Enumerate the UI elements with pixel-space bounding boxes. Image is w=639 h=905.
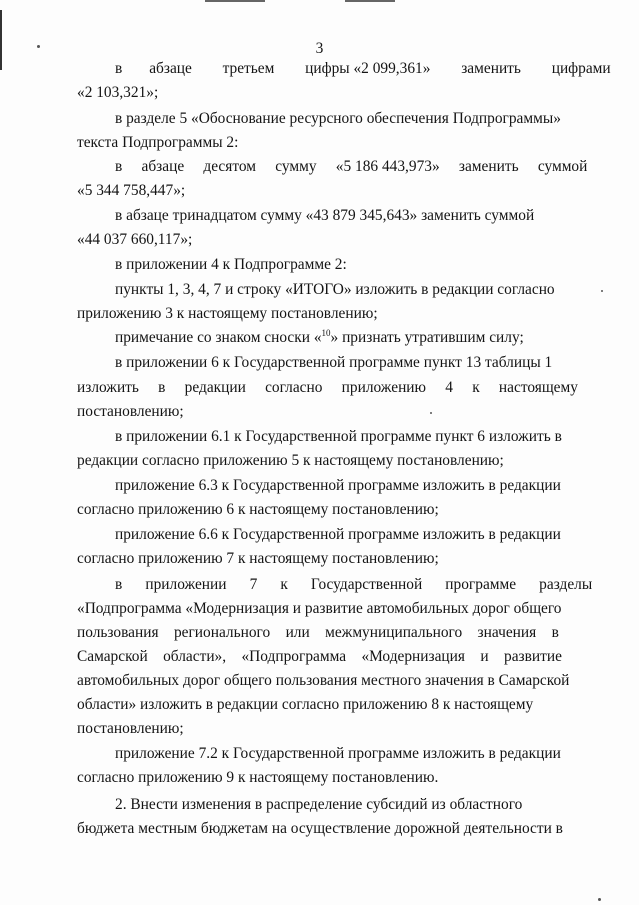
text-segment: примечание со знаком сноски « bbox=[115, 329, 322, 346]
scan-speck bbox=[430, 412, 432, 414]
text-line: постановлению; bbox=[77, 403, 184, 420]
text-line: в абзаце третьем цифры «2 099,361» заменить цифрами bbox=[115, 60, 611, 77]
text-line: Самарской области», «Подпрограмма «Модернизация и развитие bbox=[77, 648, 562, 665]
text-line: согласно приложению 6 к настоящему постановлению; bbox=[77, 501, 439, 518]
scan-speck bbox=[598, 898, 601, 901]
text-line: изложить в редакции согласно приложению 4 к настоящему bbox=[77, 379, 578, 396]
text-line: в разделе 5 «Обоснование ресурсного обеспечения Подпрограммы» bbox=[115, 110, 561, 127]
footnote-superscript: 10 bbox=[321, 328, 331, 338]
page-number: 3 bbox=[315, 40, 324, 57]
text-line: в приложении 6 к Государственной программе пункт 13 таблицы 1 bbox=[115, 354, 553, 371]
text-line: пункты 1, 3, 4, 7 и строку «ИТОГО» изложить в редакции согласно bbox=[115, 281, 555, 298]
text-line: редакции согласно приложению 5 к настоящему постановлению; bbox=[77, 452, 504, 469]
text-line: в приложении 6.1 к Государственной программе пункт 6 изложить в bbox=[115, 428, 562, 445]
text-line: «5 344 758,447»; bbox=[77, 182, 186, 199]
text-line: «2 103,321»; bbox=[77, 84, 159, 101]
text-line: согласно приложению 9 к настоящему постановлению. bbox=[77, 769, 439, 786]
text-line: приложению 3 к настоящему постановлению; bbox=[77, 305, 378, 322]
text-line: автомобильных дорог общего пользования местного значения в Самарской bbox=[77, 672, 570, 689]
text-line: области» изложить в редакции согласно приложению 8 к настоящему bbox=[77, 696, 534, 713]
text-line: согласно приложению 7 к настоящему постановлению; bbox=[77, 550, 439, 567]
scan-edge-mark bbox=[345, 0, 395, 2]
text-line: пользования регионального или межмуниципального значения в bbox=[77, 624, 559, 641]
text-line: в приложении 7 к Государственной программе разделы bbox=[115, 576, 593, 593]
text-line-with-footnote bbox=[115, 329, 524, 347]
text-line: «44 037 660,117»; bbox=[77, 231, 193, 248]
text-line: в абзаце тринадцатом сумму «43 879 345,643» заменить суммой bbox=[115, 207, 535, 224]
text-line: 2. Внести изменения в распределение субсидий из областного bbox=[115, 796, 523, 813]
text-line: бюджета местным бюджетам на осуществление дорожной деятельности в bbox=[77, 820, 563, 837]
text-line: постановлению; bbox=[77, 720, 184, 737]
scan-edge-mark bbox=[205, 0, 265, 2]
text-line: приложение 6.6 к Государственной программе изложить в редакции bbox=[115, 526, 561, 543]
text-line: приложение 7.2 к Государственной программе изложить в редакции bbox=[115, 745, 561, 762]
text-segment: » признать утратившим силу; bbox=[330, 329, 524, 346]
text-line: в приложении 4 к Подпрограмме 2: bbox=[115, 256, 347, 273]
scan-speck bbox=[601, 290, 603, 292]
text-line: текста Подпрограммы 2: bbox=[77, 134, 239, 151]
text-line: приложение 6.3 к Государственной программе изложить в редакции bbox=[115, 477, 561, 494]
text-line: в абзаце десятом сумму «5 186 443,973» заменить суммой bbox=[115, 158, 588, 175]
text-line: «Подпрограмма «Модернизация и развитие автомобильных дорог общего bbox=[77, 600, 562, 617]
